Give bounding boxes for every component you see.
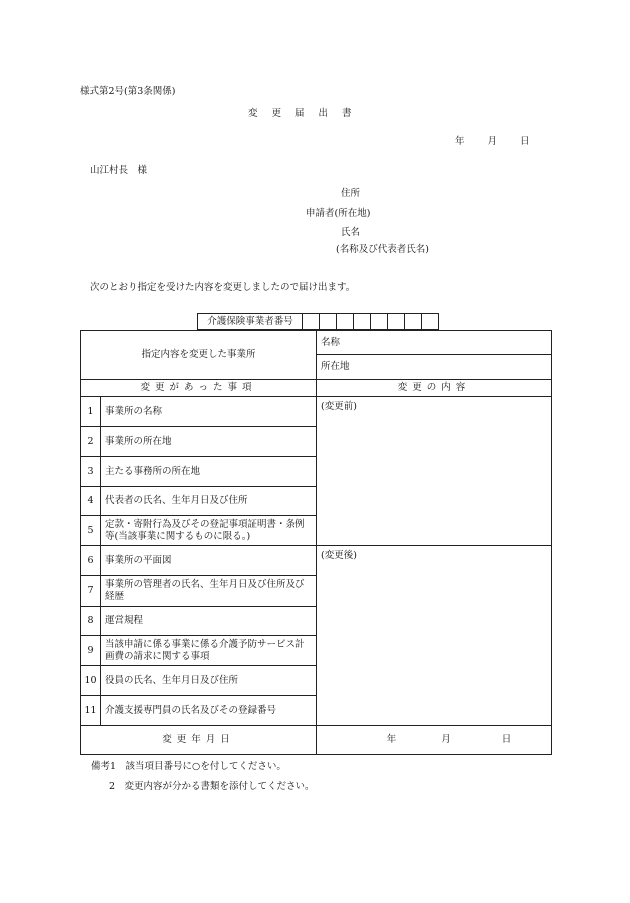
- changed-items-header: 変更があった事項: [81, 380, 317, 397]
- provider-code-digit[interactable]: [405, 314, 422, 329]
- addressee: 山江村長 様: [90, 165, 148, 176]
- table-row: [81, 546, 552, 576]
- table-row: [81, 397, 552, 427]
- date-day-label: 日: [501, 734, 512, 745]
- date-year-label: 年: [386, 734, 397, 745]
- provider-code-digit[interactable]: [388, 314, 405, 329]
- provider-code-digit[interactable]: [354, 314, 371, 329]
- item-number[interactable]: 1: [81, 397, 101, 427]
- item-text: 運営規程: [101, 607, 317, 636]
- facility-address-field[interactable]: [317, 355, 552, 380]
- provider-code-digit[interactable]: [337, 314, 354, 329]
- item-number[interactable]: 2: [81, 427, 101, 457]
- change-content-header: 変更の内容: [317, 380, 552, 397]
- item-text: 事業所の管理者の氏名、生年月日及び住所及び経歴: [101, 576, 317, 607]
- item-text: 代表者の氏名、生年月日及び住所: [101, 487, 317, 516]
- facility-address-label: 所在地: [321, 361, 350, 372]
- item-number[interactable]: 10: [81, 666, 101, 696]
- item-number[interactable]: 6: [81, 546, 101, 576]
- facility-label: 指定内容を変更した事業所: [81, 331, 317, 380]
- item-text: 主たる事務所の所在地: [101, 457, 317, 487]
- note-1: 備考1 該当項目番号に○を付してください。: [91, 761, 286, 772]
- provider-code-digit[interactable]: [371, 314, 388, 329]
- item-text: 介護支援専門員の氏名及びその登録番号: [101, 696, 317, 726]
- item-number[interactable]: 9: [81, 636, 101, 666]
- submission-date: 年 月 日: [455, 136, 530, 147]
- item-number[interactable]: 8: [81, 607, 101, 636]
- provider-code-digit[interactable]: [422, 314, 438, 329]
- intro-text: 次のとおり指定を受けた内容を変更しましたので届け出ます。: [90, 282, 356, 293]
- form-number: 様式第2号(第3条関係): [80, 86, 176, 97]
- after-change-label: (変更後): [321, 550, 357, 561]
- change-form-table: [80, 330, 552, 755]
- item-text: 役員の氏名、生年月日及び住所: [101, 666, 317, 696]
- item-number[interactable]: 5: [81, 516, 101, 546]
- change-date-field[interactable]: [317, 726, 552, 755]
- applicant-name-note: (名称及び代表者氏名): [336, 244, 429, 255]
- facility-name-field[interactable]: [317, 331, 552, 355]
- item-text: 定款・寄附行為及びその登記事項証明書・条例等(当該事業に関するものに限る。): [101, 516, 317, 546]
- applicant-name-label: 氏名: [341, 227, 361, 238]
- item-text: 当該申請に係る事業に係る介護予防サービス計画費の請求に関する事項: [101, 636, 317, 666]
- item-number[interactable]: 4: [81, 487, 101, 516]
- item-number[interactable]: 7: [81, 576, 101, 607]
- item-text: 事業所の名称: [101, 397, 317, 427]
- item-text: 事業所の平面図: [101, 546, 317, 576]
- before-change-field[interactable]: [317, 397, 552, 546]
- provider-code-label: 介護保険事業者番号: [198, 314, 303, 329]
- applicant-address-label: 住所: [341, 188, 361, 199]
- document-title: 変更届出書: [248, 108, 366, 119]
- item-text: 事業所の所在地: [101, 427, 317, 457]
- after-change-field[interactable]: [317, 546, 552, 726]
- change-date-label: 変更年月日: [81, 726, 317, 755]
- before-change-label: (変更前): [321, 401, 357, 412]
- note-2: 2 変更内容が分かる書類を添付してください。: [109, 781, 315, 792]
- item-number[interactable]: 11: [81, 696, 101, 726]
- provider-code-digit[interactable]: [303, 314, 320, 329]
- facility-name-label: 名称: [321, 336, 341, 348]
- provider-code-digit[interactable]: [320, 314, 337, 329]
- applicant-label: 申請者(所在地): [306, 208, 371, 219]
- date-month-label: 月: [441, 734, 451, 745]
- provider-code-row: [197, 313, 439, 330]
- item-number[interactable]: 3: [81, 457, 101, 487]
